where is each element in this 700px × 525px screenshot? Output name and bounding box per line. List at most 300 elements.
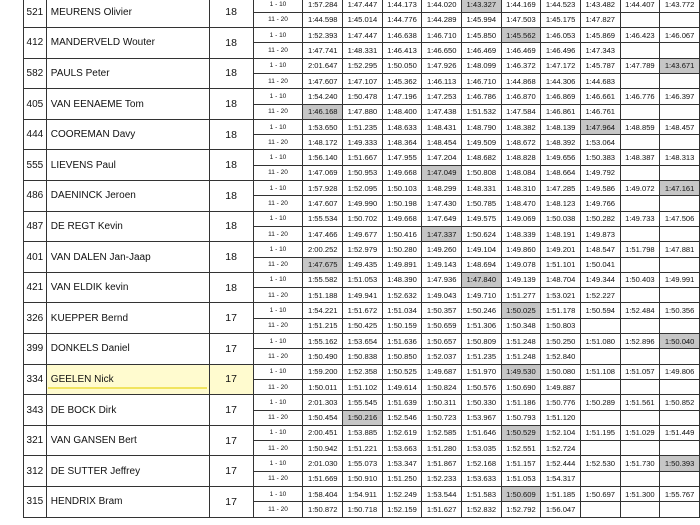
- lap-time: 1:51.248: [501, 334, 541, 349]
- lap-time: 1:48.470: [501, 196, 541, 211]
- lap-time: 2:01.030: [303, 456, 343, 471]
- rider-name: VAN EENAEME Tom: [46, 89, 209, 120]
- lap-range: 11 - 20: [253, 226, 303, 241]
- lap-time: 1:49.143: [422, 257, 462, 272]
- lap-time: 1:53.064: [580, 135, 620, 150]
- lap-time: [620, 441, 660, 456]
- lap-range: 1 - 10: [253, 0, 303, 12]
- highlight-underline: [48, 387, 207, 389]
- lap-range: 1 - 10: [253, 58, 303, 73]
- lap-time: 1:47.343: [580, 43, 620, 58]
- lap-time: 1:48.382: [501, 119, 541, 134]
- rider-name: COOREMAN Davy: [46, 119, 209, 150]
- lap-time: 1:44.020: [422, 0, 462, 12]
- lap-time: 1:51.250: [382, 471, 422, 486]
- lap-time: [580, 410, 620, 425]
- lap-time: 1:45.175: [541, 12, 581, 27]
- lap-time: 1:48.392: [541, 135, 581, 150]
- lap-time: 1:51.639: [382, 395, 422, 410]
- lap-time: 1:50.041: [580, 257, 620, 272]
- lap-time: 1:52.832: [462, 502, 502, 517]
- lap-time: 1:50.403: [620, 272, 660, 287]
- lap-time: 1:51.195: [580, 425, 620, 440]
- rider-number: 405: [24, 89, 47, 120]
- lap-time: 1:48.299: [422, 181, 462, 196]
- rider-row: [24, 58, 700, 73]
- lap-time: 1:52.095: [343, 181, 383, 196]
- best-lap-time: 1:47.161: [660, 181, 700, 196]
- lap-time: [660, 502, 700, 517]
- lap-range: 1 - 10: [253, 242, 303, 257]
- lap-time: 1:51.970: [462, 364, 502, 379]
- lap-time: 1:48.672: [501, 135, 541, 150]
- lap-time: 1:51.300: [620, 487, 660, 502]
- lap-time: 1:50.416: [382, 226, 422, 241]
- lap-range: 1 - 10: [253, 28, 303, 43]
- rider-number: 521: [24, 0, 47, 28]
- rider-name: DAENINCK Jeroen: [46, 181, 209, 212]
- lap-time: 1:49.139: [501, 272, 541, 287]
- lap-time: 1:51.667: [343, 150, 383, 165]
- rider-row: [24, 334, 700, 349]
- lap-time: 1:48.457: [660, 119, 700, 134]
- lap-time: 1:44.407: [620, 0, 660, 12]
- best-lap-time: 1:46.168: [303, 104, 343, 119]
- best-lap-time: 1:49.530: [501, 364, 541, 379]
- lap-time: 1:52.484: [620, 303, 660, 318]
- lap-time: 1:52.104: [541, 425, 581, 440]
- lap-time: 1:54.317: [541, 471, 581, 486]
- lap-time: 1:48.400: [382, 104, 422, 119]
- lap-time: 1:47.196: [382, 89, 422, 104]
- lap-time: [620, 379, 660, 394]
- lap-time: 1:50.356: [660, 303, 700, 318]
- lap-time: 1:52.249: [382, 487, 422, 502]
- lap-time: 1:48.084: [501, 165, 541, 180]
- lap-time: 1:50.850: [382, 349, 422, 364]
- lap-time: 1:46.710: [462, 73, 502, 88]
- lap-time: 1:52.546: [382, 410, 422, 425]
- lap-range: 1 - 10: [253, 89, 303, 104]
- lap-time: 1:50.383: [580, 150, 620, 165]
- lap-time: [580, 471, 620, 486]
- lap-time: 1:55.162: [303, 334, 343, 349]
- lap-time: 1:51.561: [620, 395, 660, 410]
- lap-time: 1:51.186: [501, 395, 541, 410]
- lap-time: [580, 379, 620, 394]
- lap-time: 1:52.393: [303, 28, 343, 43]
- lap-range: 11 - 20: [253, 135, 303, 150]
- lap-time: 1:47.881: [660, 242, 700, 257]
- lap-time: 1:51.057: [620, 364, 660, 379]
- lap-time: [620, 226, 660, 241]
- lap-range: 1 - 10: [253, 272, 303, 287]
- rider-number: 315: [24, 487, 47, 518]
- lap-time: 1:46.861: [541, 104, 581, 119]
- lap-time: 1:51.627: [422, 502, 462, 517]
- lap-time: 1:46.469: [501, 43, 541, 58]
- lap-time: 2:00.252: [303, 242, 343, 257]
- lap-time: 1:50.838: [343, 349, 383, 364]
- lap-time: 1:53.663: [382, 441, 422, 456]
- lap-time: 1:50.657: [422, 334, 462, 349]
- lap-time: 1:47.172: [541, 58, 581, 73]
- lap-range: 11 - 20: [253, 502, 303, 517]
- lap-time: 1:48.331: [462, 181, 502, 196]
- lap-time: 1:48.694: [462, 257, 502, 272]
- lap-time: 1:46.053: [541, 28, 581, 43]
- rider-age: 18: [209, 58, 253, 89]
- lap-range: 11 - 20: [253, 73, 303, 88]
- lap-time: 1:50.050: [382, 58, 422, 73]
- rider-number: 582: [24, 58, 47, 89]
- rider-age: 17: [209, 487, 253, 518]
- lap-time: [620, 318, 660, 333]
- lap-time: 1:49.668: [382, 165, 422, 180]
- lap-time: 1:48.123: [541, 196, 581, 211]
- lap-time: [620, 288, 660, 303]
- lap-time: 1:51.102: [343, 379, 383, 394]
- rider-age: 17: [209, 303, 253, 334]
- lap-time: [620, 165, 660, 180]
- rider-number: 401: [24, 242, 47, 273]
- lap-time: 1:51.034: [382, 303, 422, 318]
- lap-time: 1:53.885: [343, 425, 383, 440]
- rider-row: [24, 211, 700, 226]
- rider-row: [24, 456, 700, 471]
- rider-number: 412: [24, 28, 47, 59]
- lap-time: 1:50.311: [422, 395, 462, 410]
- lap-time: [660, 288, 700, 303]
- lap-time: 1:46.661: [580, 89, 620, 104]
- lap-time: [580, 318, 620, 333]
- lap-time: 1:49.887: [541, 379, 581, 394]
- lap-time: 1:48.139: [541, 119, 581, 134]
- rider-name: PAULS Peter: [46, 58, 209, 89]
- lap-time: 1:50.011: [303, 379, 343, 394]
- lap-time: 1:52.619: [382, 425, 422, 440]
- best-lap-time: 1:47.049: [422, 165, 462, 180]
- lap-time: [660, 257, 700, 272]
- lap-time: 1:52.896: [620, 334, 660, 349]
- lap-time: 1:48.390: [382, 272, 422, 287]
- lap-time: 1:46.761: [580, 104, 620, 119]
- lap-time: 1:47.503: [501, 12, 541, 27]
- lap-times-table: [23, 0, 700, 518]
- best-lap-time: 1:50.025: [501, 303, 541, 318]
- rider-number: 486: [24, 181, 47, 212]
- lap-time: 1:52.037: [422, 349, 462, 364]
- lap-time: 1:50.910: [343, 471, 383, 486]
- lap-time: 1:49.687: [422, 364, 462, 379]
- lap-time: 1:48.331: [343, 43, 383, 58]
- rider-age: 18: [209, 89, 253, 120]
- best-lap-time: 1:50.609: [501, 487, 541, 502]
- rider-name: KUEPPER Bernd: [46, 303, 209, 334]
- lap-time: 1:51.532: [462, 104, 502, 119]
- lap-time: 1:48.454: [422, 135, 462, 150]
- rider-name: LIEVENS Paul: [46, 150, 209, 181]
- rider-row: [24, 487, 700, 502]
- lap-time: [620, 410, 660, 425]
- lap-time: 1:51.672: [343, 303, 383, 318]
- best-lap-time: 1:43.327: [462, 0, 502, 12]
- lap-time: 1:55.545: [343, 395, 383, 410]
- rider-name: VAN GANSEN Bert: [46, 425, 209, 456]
- lap-time: 1:46.638: [382, 28, 422, 43]
- lap-range: 11 - 20: [253, 196, 303, 211]
- lap-times-body: [24, 0, 700, 517]
- lap-time: 1:43.482: [580, 0, 620, 12]
- lap-time: 1:50.038: [541, 211, 581, 226]
- lap-time: 1:44.776: [382, 12, 422, 27]
- lap-time: 1:51.306: [462, 318, 502, 333]
- lap-time: 1:49.575: [462, 211, 502, 226]
- lap-time: [580, 349, 620, 364]
- lap-time: 1:51.646: [462, 425, 502, 440]
- rider-number: 343: [24, 395, 47, 426]
- lap-time: 1:50.718: [343, 502, 383, 517]
- lap-time: 1:54.240: [303, 89, 343, 104]
- lap-time: 1:50.872: [303, 502, 343, 517]
- lap-time: 1:51.185: [541, 487, 581, 502]
- lap-time: 1:47.447: [343, 28, 383, 43]
- lap-time: 1:47.926: [422, 58, 462, 73]
- lap-time: 1:45.994: [462, 12, 502, 27]
- rider-age: 18: [209, 242, 253, 273]
- lap-time: [620, 257, 660, 272]
- lap-time: [620, 43, 660, 58]
- rider-number: 487: [24, 211, 47, 242]
- lap-time: 1:54.911: [343, 487, 383, 502]
- rider-row: [24, 150, 700, 165]
- lap-time: 1:51.029: [620, 425, 660, 440]
- lap-range: 11 - 20: [253, 104, 303, 119]
- rider-name: VAN ELDIK kevin: [46, 272, 209, 303]
- lap-time: 1:50.198: [382, 196, 422, 211]
- lap-time: 1:49.941: [343, 288, 383, 303]
- lap-time: 1:48.547: [580, 242, 620, 257]
- lap-time: 1:49.677: [343, 226, 383, 241]
- rider-row: [24, 119, 700, 134]
- lap-time: 1:50.793: [501, 410, 541, 425]
- lap-time: 1:50.289: [580, 395, 620, 410]
- rider-row: [24, 364, 700, 379]
- lap-time: 1:48.172: [303, 135, 343, 150]
- lap-time: 1:46.372: [501, 58, 541, 73]
- lap-time: 1:51.277: [501, 288, 541, 303]
- lap-time: [580, 502, 620, 517]
- rider-name: HENDRIX Bram: [46, 487, 209, 518]
- lap-time: 1:52.530: [580, 456, 620, 471]
- lap-time: 1:52.840: [541, 349, 581, 364]
- lap-time: 1:45.850: [462, 28, 502, 43]
- lap-time: 1:44.169: [501, 0, 541, 12]
- rider-age: 17: [209, 425, 253, 456]
- lap-time: 1:47.447: [343, 0, 383, 12]
- lap-time: [660, 471, 700, 486]
- lap-time: 1:46.650: [422, 43, 462, 58]
- lap-time: 1:51.108: [580, 364, 620, 379]
- lap-time: 1:51.221: [343, 441, 383, 456]
- rider-number: 321: [24, 425, 47, 456]
- lap-time: 1:48.790: [462, 119, 502, 134]
- lap-time: 1:50.576: [462, 379, 502, 394]
- lap-range: 11 - 20: [253, 165, 303, 180]
- lap-time: 1:45.362: [382, 73, 422, 88]
- lap-time: [620, 73, 660, 88]
- lap-time: 1:51.669: [303, 471, 343, 486]
- lap-time: 1:50.478: [343, 89, 383, 104]
- lap-time: 1:53.633: [462, 471, 502, 486]
- best-lap-time: 1:43.671: [660, 58, 700, 73]
- lap-time: 1:48.310: [501, 181, 541, 196]
- lap-time: 1:50.659: [422, 318, 462, 333]
- lap-time: 1:44.289: [422, 12, 462, 27]
- lap-time: [660, 318, 700, 333]
- rider-row: [24, 425, 700, 440]
- rider-row: [24, 89, 700, 104]
- rider-number: 444: [24, 119, 47, 150]
- lap-time: 1:47.607: [303, 73, 343, 88]
- lap-time: 1:52.585: [422, 425, 462, 440]
- lap-time: 1:49.766: [580, 196, 620, 211]
- rider-number: 399: [24, 334, 47, 365]
- lap-time: 1:51.053: [501, 471, 541, 486]
- lap-time: 1:46.496: [541, 43, 581, 58]
- lap-time: 1:45.787: [580, 58, 620, 73]
- lap-time: 1:57.928: [303, 181, 343, 196]
- lap-range: 11 - 20: [253, 43, 303, 58]
- lap-time: 1:51.867: [422, 456, 462, 471]
- best-lap-time: 1:47.337: [422, 226, 462, 241]
- lap-time: 1:51.053: [343, 272, 383, 287]
- lap-time: 1:48.633: [382, 119, 422, 134]
- lap-time: 1:50.490: [303, 349, 343, 364]
- rider-name: MANDERVELD Wouter: [46, 28, 209, 59]
- lap-range: 1 - 10: [253, 303, 303, 318]
- lap-range: 1 - 10: [253, 395, 303, 410]
- lap-time: 2:01.303: [303, 395, 343, 410]
- lap-time: 1:50.425: [343, 318, 383, 333]
- rider-age: 18: [209, 272, 253, 303]
- lap-time: 1:51.215: [303, 318, 343, 333]
- lap-time: 1:50.723: [422, 410, 462, 425]
- lap-range: 11 - 20: [253, 410, 303, 425]
- rider-age: 18: [209, 28, 253, 59]
- rider-number: 421: [24, 272, 47, 303]
- lap-time: 1:43.772: [660, 0, 700, 12]
- lap-time: 1:48.339: [501, 226, 541, 241]
- rider-age: 17: [209, 395, 253, 426]
- lap-time: 1:50.690: [501, 379, 541, 394]
- lap-time: 1:48.828: [501, 150, 541, 165]
- rider-name: MEURENS Olivier: [46, 0, 209, 28]
- lap-time: 1:49.873: [580, 226, 620, 241]
- lap-time: [620, 196, 660, 211]
- lap-range: 1 - 10: [253, 334, 303, 349]
- lap-time: 1:51.080: [580, 334, 620, 349]
- lap-time: 1:49.344: [580, 272, 620, 287]
- lap-time: 1:46.423: [620, 28, 660, 43]
- lap-range: 1 - 10: [253, 425, 303, 440]
- lap-time: 1:50.348: [501, 318, 541, 333]
- lap-time: 2:01.647: [303, 58, 343, 73]
- lap-time: 1:52.979: [343, 242, 383, 257]
- lap-time: 1:52.551: [501, 441, 541, 456]
- lap-time: 1:47.107: [343, 73, 383, 88]
- lap-time: 1:47.466: [303, 226, 343, 241]
- lap-range: 1 - 10: [253, 364, 303, 379]
- lap-time: 1:47.253: [422, 89, 462, 104]
- lap-time: 1:52.159: [382, 502, 422, 517]
- rider-name: DONKELS Daniel: [46, 334, 209, 365]
- lap-time: 1:48.431: [422, 119, 462, 134]
- lap-time: [660, 410, 700, 425]
- rider-number: 326: [24, 303, 47, 334]
- lap-range: 11 - 20: [253, 12, 303, 27]
- lap-time: [660, 12, 700, 27]
- lap-range: 11 - 20: [253, 318, 303, 333]
- rider-row: [24, 242, 700, 257]
- lap-time: 1:51.583: [462, 487, 502, 502]
- lap-time: 1:50.824: [422, 379, 462, 394]
- lap-time: 1:53.654: [343, 334, 383, 349]
- lap-time: 1:49.104: [462, 242, 502, 257]
- best-lap-time: 1:50.529: [501, 425, 541, 440]
- lap-time: 1:49.733: [620, 211, 660, 226]
- lap-time: [660, 135, 700, 150]
- lap-time: [660, 379, 700, 394]
- lap-time: 1:44.683: [580, 73, 620, 88]
- lap-time: 1:48.664: [541, 165, 581, 180]
- lap-time: 1:48.682: [462, 150, 502, 165]
- lap-time: 1:51.248: [501, 349, 541, 364]
- lap-time: 1:52.792: [501, 502, 541, 517]
- lap-time: 1:51.730: [620, 456, 660, 471]
- rider-age: 17: [209, 364, 253, 395]
- lap-time: 1:47.955: [382, 150, 422, 165]
- best-lap-time: 1:47.675: [303, 257, 343, 272]
- lap-time: 1:46.113: [422, 73, 462, 88]
- lap-time: 1:48.704: [541, 272, 581, 287]
- lap-time: 1:50.246: [462, 303, 502, 318]
- lap-time: 1:47.936: [422, 272, 462, 287]
- lap-time: 1:49.792: [580, 165, 620, 180]
- rider-name: DE BOCK Dirk: [46, 395, 209, 426]
- lap-time: 1:51.798: [620, 242, 660, 257]
- lap-time: 1:57.284: [303, 0, 343, 12]
- lap-range: 11 - 20: [253, 379, 303, 394]
- lap-time: 1:46.397: [660, 89, 700, 104]
- lap-time: 1:49.435: [343, 257, 383, 272]
- best-lap-time: 1:50.393: [660, 456, 700, 471]
- lap-time: 1:51.235: [462, 349, 502, 364]
- best-lap-time: 1:45.562: [501, 28, 541, 43]
- rider-name: DE REGT Kevin: [46, 211, 209, 242]
- lap-time: 1:45.014: [343, 12, 383, 27]
- lap-time: 1:50.697: [580, 487, 620, 502]
- lap-time: 1:55.767: [660, 487, 700, 502]
- lap-time: 1:50.803: [541, 318, 581, 333]
- lap-time: [660, 226, 700, 241]
- lap-time: 1:50.282: [580, 211, 620, 226]
- lap-time: [660, 441, 700, 456]
- lap-time: [660, 73, 700, 88]
- lap-time: 1:46.786: [462, 89, 502, 104]
- lap-time: 1:58.404: [303, 487, 343, 502]
- rider-name: DE SUTTER Jeffrey: [46, 456, 209, 487]
